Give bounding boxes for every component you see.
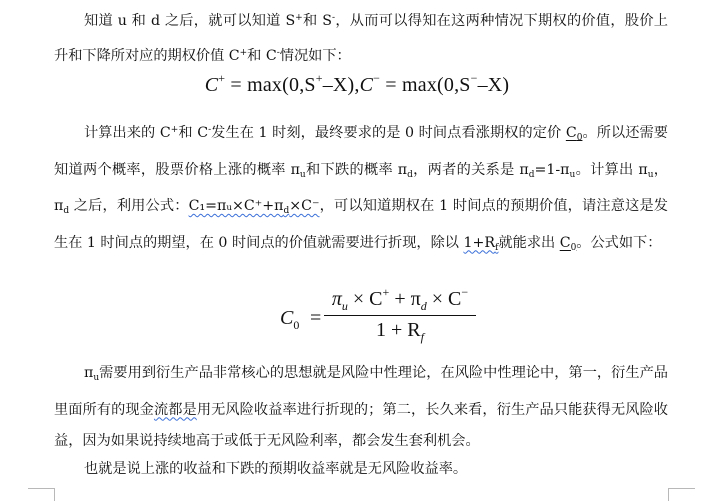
paragraph-4: 也就是说上涨的收益和下跌的预期收益率就是无风险收益率。 [84,461,468,477]
text: ×C⁻ [289,198,320,214]
text: 和 C [247,47,277,64]
text: 就能求出 [498,234,560,251]
eq-text: × C [426,288,462,310]
eq-text: = max(0,S [225,74,316,96]
eq-superscript: + [315,71,323,85]
eq-symbol: C [280,307,294,329]
text: 需要用到衍生产品非常核心的思想就是风险中性理论，在风险中性理论中，第一，衍生产品里面所有的现金 [54,365,668,418]
eq-superscript: + [382,285,390,299]
paragraph-3 [54,358,668,458]
text: 计算出来的 C [84,125,171,141]
text: C [565,125,577,141]
eq-symbol: C [359,74,374,96]
subscript: 0 [576,133,583,143]
subscript: d [283,206,290,216]
text: 知道 u 和 d 之后，就可以知道 S [84,13,296,29]
text: 和 S [302,13,332,29]
text: ，从而可以得知在这两种情况下期权的价值，股价上升和下降所对应的期权价值 C [54,13,668,64]
subscript: d [63,206,70,216]
superscript: - [208,125,212,135]
subscript: u [299,169,306,180]
text: 之后，利用公式： [69,198,189,214]
text: π [84,365,94,381]
eq-text: = max(0,S [380,74,471,96]
text: ，两者的关系是 π [412,161,529,178]
eq-equals: = [310,307,322,329]
text: =1-π [534,161,570,178]
eq-subscript: f [420,330,424,344]
text: C [559,234,571,251]
text: 和 C [178,125,209,141]
fraction-bar [324,315,476,316]
eq-superscript: − [461,285,469,299]
subscript: d [528,169,535,180]
paragraph-1 [54,3,668,72]
text: 和下跌的概率 π [305,161,408,178]
eq-text: + π [389,288,421,310]
subscript: u [647,169,654,180]
paragraph-2 [54,115,668,264]
text: ，可以知道期权在 1 时间点的预期价值，请注意这是发生在 1 时间点的期望，在 0 时间点的价值就需要进行折现，除以 [54,198,668,251]
superscript: + [239,47,248,58]
text: 情况如下： [279,47,351,64]
eq-text: –X), [322,74,360,96]
subscript: u [93,373,100,383]
superscript: + [170,125,179,135]
equation-c0-formula [280,285,480,349]
superscript: - [332,13,336,23]
text: 用无风险收益率进行折现的；第二，长久来看，衍生产品只能获得无风险收益，因为如果说持续地高于或低于无风险利率，都会发生套利机会。 [54,401,668,449]
subscript: f [495,242,499,253]
eq-text: 1 + R [376,319,421,341]
text: 。计算出 π [575,161,648,178]
eq-lhs [280,307,299,333]
eq-denominator [324,319,476,345]
text: 。所以还需要知道两个概率，股票价格上涨的概率 π [54,125,668,178]
eq-text: × C [347,288,383,310]
text: 1+R [463,234,496,251]
page-corner-mark-left [28,488,55,501]
eq-subscript: u [341,299,348,313]
superscript: + [295,13,303,23]
eq-symbol: π [331,288,342,310]
page-corner-mark-right [668,488,695,501]
eq-superscript: − [373,71,381,85]
eq-subscript: 0 [293,318,300,332]
text: ，π [54,161,668,214]
underlined-text: 流都是 [153,401,197,418]
subscript: 0 [570,242,577,253]
eq-superscript: − [470,71,478,85]
inline-formula [189,198,320,214]
c0-term [560,235,577,251]
eq-symbol: C [204,74,219,96]
eq-subscript: d [420,299,427,313]
eq-superscript: + [218,71,226,85]
text: 发生在 1 时刻，最终要求的是 0 时间点看涨期权的定价 [211,125,566,141]
eq-text: –X) [477,74,510,96]
superscript: - [276,47,280,58]
c0-term [566,125,583,141]
subscript: d [407,169,413,180]
text: C₁=πᵤ×C⁺+π [188,198,284,214]
rf-term [463,235,498,251]
equation-option-values [0,71,714,97]
text: 。公式如下： [576,234,662,251]
subscript: u [569,169,576,180]
eq-numerator [324,285,476,314]
